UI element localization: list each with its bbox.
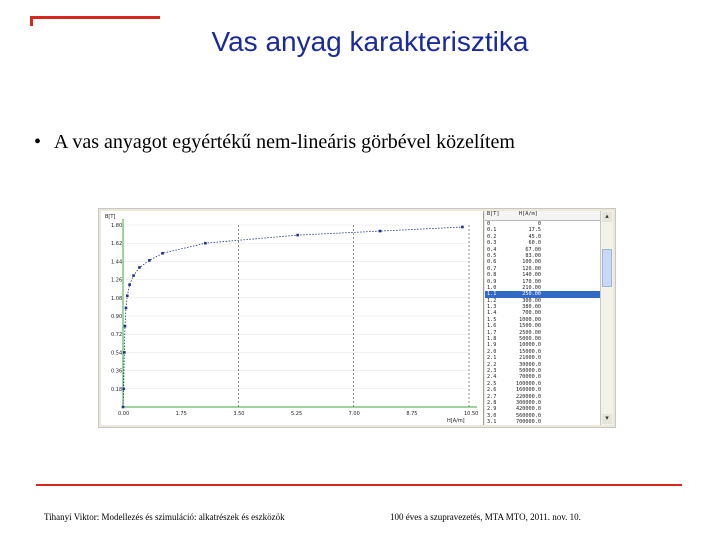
bh-curve-point xyxy=(148,259,151,262)
table-cell-h: 120.00 xyxy=(522,265,541,272)
table-cell-h: 1000.00 xyxy=(519,316,541,323)
footer-left-text: Tihanyi Viktor: Modellezés és szimuláció: alkatrészek és eszközök xyxy=(44,512,285,522)
bh-curve-point xyxy=(379,230,382,233)
y-tick-label: 1.44 xyxy=(111,259,123,266)
table-cell-b: 1.6 xyxy=(487,323,497,330)
table-cell-h: 67.00 xyxy=(525,246,541,253)
table-cell-h: 21000.0 xyxy=(519,355,541,362)
table-cell-h: 160000.0 xyxy=(516,387,541,394)
table-cell-b: 3.0 xyxy=(487,412,497,419)
y-tick-label: 0.36 xyxy=(111,368,123,375)
table-header-h: H[A/m] xyxy=(519,211,538,217)
x-tick-label: 1.75 xyxy=(175,411,187,417)
y-tick-label: 0.90 xyxy=(111,314,123,320)
table-cell-h: 50000.0 xyxy=(519,367,541,374)
x-axis-label: H[A/m] xyxy=(447,418,465,424)
y-tick-label: 1.08 xyxy=(111,295,123,302)
bh-curve-point xyxy=(461,226,464,229)
table-cell-h: 250.00 xyxy=(522,291,541,298)
table-cell-h: 700000.0 xyxy=(516,419,541,425)
bh-curve-point xyxy=(122,406,125,409)
table-cell-b: 1.3 xyxy=(487,304,497,311)
bh-curve-plot xyxy=(101,211,484,425)
table-cell-b: 2.2 xyxy=(487,361,497,368)
corner-accent-horizontal xyxy=(30,16,160,19)
bh-data-table[interactable] xyxy=(485,211,601,425)
bullet-item xyxy=(34,131,515,154)
bh-curve-point xyxy=(124,325,127,328)
table-cell-b: 2.7 xyxy=(487,393,497,400)
table-cell-b: 1.2 xyxy=(487,297,497,304)
table-cell-b: 1.5 xyxy=(487,316,497,323)
table-cell-h: 10000.0 xyxy=(519,342,541,349)
table-cell-h: 220000.0 xyxy=(516,393,541,400)
table-cell-b: 0.5 xyxy=(487,252,497,259)
scroll-up-icon[interactable]: ▴ xyxy=(602,212,612,222)
y-tick-label: 0.54 xyxy=(111,350,123,357)
x-tick-label: 0.00 xyxy=(118,411,130,417)
table-cell-h: 45.0 xyxy=(528,233,541,240)
scroll-thumb[interactable] xyxy=(602,249,612,287)
table-cell-h: 5000.00 xyxy=(519,336,541,343)
table-cell-h: 100.00 xyxy=(522,259,541,266)
table-cell-h: 15000.0 xyxy=(519,348,541,355)
bh-curve-point xyxy=(132,274,135,277)
bh-curve-point xyxy=(161,252,164,255)
y-tick-label: 1.62 xyxy=(111,241,123,248)
table-cell-b: 2.9 xyxy=(487,406,497,413)
table-header-b: B[T] xyxy=(487,211,500,217)
table-cell-h: 700.00 xyxy=(522,310,541,317)
table-cell-h: 140.00 xyxy=(522,272,541,279)
footer-right-text: 100 éves a szupravezetés, MTA MTO, 2011. nov. 10. xyxy=(390,512,581,522)
bullet-text: A vas anyagot egyértékű nem-lineáris görbével közelítem xyxy=(54,131,515,153)
table-body xyxy=(485,221,601,425)
bh-curve-point xyxy=(123,351,126,354)
table-cell-h: 300.00 xyxy=(522,297,541,304)
application-screenshot xyxy=(98,208,616,428)
table-cell-h: 30000.0 xyxy=(519,361,541,368)
bh-curve-point xyxy=(125,307,128,310)
bh-curve-point xyxy=(204,242,207,245)
y-tick-label: 1.80 xyxy=(111,223,123,229)
table-cell-b: 0.9 xyxy=(487,278,497,285)
table-cell-b: 2.6 xyxy=(487,387,497,394)
table-cell-h: 420000.0 xyxy=(516,406,541,413)
table-cell-b: 1.8 xyxy=(487,336,497,343)
bh-curve-point xyxy=(128,283,131,286)
table-cell-h: 560000.0 xyxy=(516,412,541,419)
slide-title: Vas anyag karakterisztika xyxy=(211,26,529,57)
table-cell-b: 0.3 xyxy=(487,240,497,247)
table-cell-b: 0.1 xyxy=(487,227,497,234)
table-cell-b: 2.0 xyxy=(487,348,497,355)
table-cell-h: 170.00 xyxy=(522,278,541,285)
table-scrollbar[interactable] xyxy=(600,211,613,425)
table-header xyxy=(485,211,601,221)
table-cell-b: 0 xyxy=(487,221,491,227)
table-cell-b: 1.9 xyxy=(487,342,497,349)
table-cell-h: 0 xyxy=(537,221,541,227)
table-cell-h: 17.5 xyxy=(528,227,541,234)
table-cell-h: 380.00 xyxy=(522,304,541,311)
corner-accent-vertical xyxy=(30,16,33,26)
bh-curve-point xyxy=(138,266,141,269)
y-tick-label: 0.72 xyxy=(111,332,123,339)
bh-curve-point xyxy=(126,294,129,297)
x-tick-label: 7.00 xyxy=(348,411,360,417)
x-tick-label: 8.75 xyxy=(406,411,418,417)
table-cell-h: 70000.0 xyxy=(519,374,541,381)
bh-curve-line xyxy=(123,227,462,407)
table-cell-b: 0.7 xyxy=(487,265,497,272)
x-tick-label: 10.50 xyxy=(464,411,479,417)
table-cell-h: 83.00 xyxy=(525,252,541,259)
table-cell-b: 2.5 xyxy=(487,380,497,387)
table-cell-h: 100000.0 xyxy=(516,380,541,387)
plot-canvas xyxy=(101,211,483,425)
table-cell-b: 0.6 xyxy=(487,259,497,266)
table-cell-b: 2.1 xyxy=(487,355,497,362)
table-cell-b: 0.8 xyxy=(487,272,497,279)
table-cell-h: 300000.0 xyxy=(516,399,541,406)
footer-divider xyxy=(36,484,682,486)
y-tick-label: 1.26 xyxy=(111,277,123,284)
y-axis-label: B[T] xyxy=(105,214,116,220)
table-cell-b: 0.2 xyxy=(487,233,497,240)
table-cell-b: 1.1 xyxy=(487,291,497,298)
x-tick-label: 3.50 xyxy=(233,411,245,417)
bh-curve-point xyxy=(122,388,125,391)
table-cell-b: 1.0 xyxy=(487,284,497,291)
table-cell-h: 210.00 xyxy=(522,284,541,291)
table-cell-h: 60.0 xyxy=(528,240,541,247)
y-tick-label: 0.18 xyxy=(111,386,123,393)
x-tick-label: 5.25 xyxy=(291,411,303,417)
table-cell-b: 1.7 xyxy=(487,329,497,336)
table-cell-b: 1.4 xyxy=(487,310,497,317)
table-cell-b: 0.4 xyxy=(487,246,497,253)
table-cell-h: 2500.00 xyxy=(519,329,541,336)
table-cell-b: 3.1 xyxy=(487,419,497,425)
table-cell-b: 2.4 xyxy=(487,374,497,381)
bh-curve-point xyxy=(296,234,299,237)
table-cell-h: 1500.00 xyxy=(519,323,541,330)
scroll-down-icon[interactable]: ▾ xyxy=(602,414,612,424)
table-row[interactable] xyxy=(485,419,601,425)
bullet-dot-icon: • xyxy=(34,131,42,153)
table-cell-b: 2.8 xyxy=(487,399,497,406)
table-cell-b: 2.3 xyxy=(487,367,497,374)
